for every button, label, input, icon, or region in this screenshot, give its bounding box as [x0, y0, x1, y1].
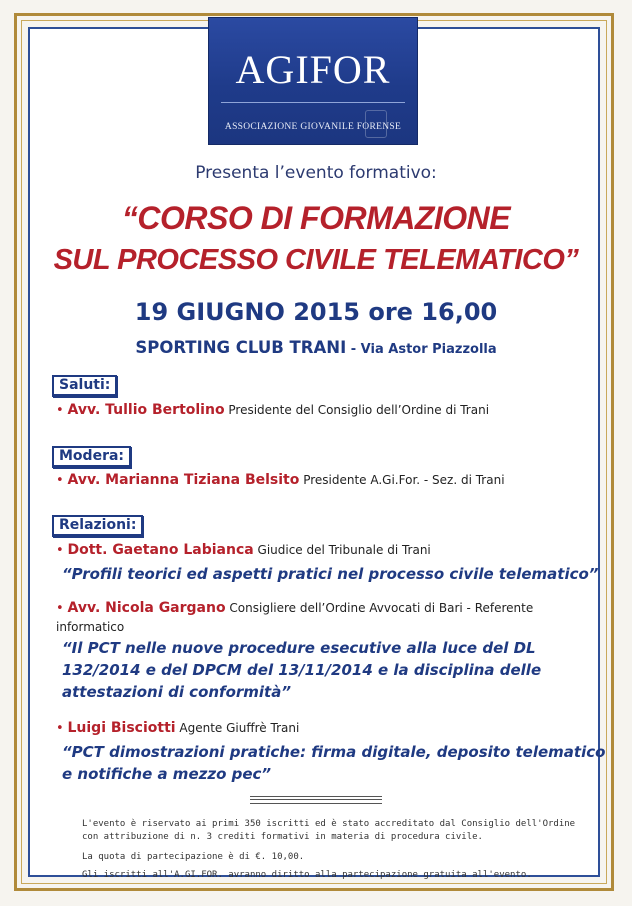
speaker-role: Presidente A.Gi.For. - Sez. di Trani — [299, 473, 505, 487]
speaker-name: Avv. Nicola Gargano — [67, 600, 226, 616]
modera-entry — [56, 472, 505, 488]
speaker-name: Dott. Gaetano Labianca — [67, 542, 254, 558]
talk-2-role-continued: informatico — [56, 620, 125, 634]
event-venue — [0, 338, 632, 357]
speaker-name: Luigi Bisciotti — [67, 720, 176, 736]
note-line-3: La quota di partecipazione è di €. 10,00. — [82, 852, 305, 862]
talk-3-title-line-2: e notifiche a mezzo pec” — [62, 765, 272, 783]
speaker-role: Agente Giuffrè Trani — [175, 721, 300, 735]
talk-1-title: “Profili teorici ed aspetti pratici nel processo civile telematico” — [62, 565, 599, 583]
section-label-saluti: Saluti: — [52, 375, 117, 397]
logo-subtitle: ASSOCIAZIONE GIOVANILE FORENSE — [224, 122, 402, 132]
notes-separator — [250, 796, 382, 804]
talk-2-title-line-3: attestazioni di conformità” — [62, 683, 292, 701]
event-title-line-1: “CORSO DI FORMAZIONE — [121, 200, 511, 236]
bullet-icon: • — [56, 543, 64, 558]
logo-name: AGIFOR — [235, 47, 391, 92]
venue-address: - Via Astor Piazzolla — [346, 342, 497, 357]
note-line-4: Gli iscritti all'A.GI.FOR. avranno diritto alla partecipazione gratuita all'evento. — [82, 870, 532, 880]
speaker-name: Avv. Tullio Bertolino — [67, 402, 225, 418]
section-label-relazioni: Relazioni: — [52, 515, 143, 537]
note-line-2: con attribuzione di n. 3 crediti formativi in materia di procedura civile. — [82, 832, 483, 842]
bullet-icon: • — [56, 601, 64, 616]
bullet-icon: • — [56, 721, 64, 736]
talk-2-title-line-2: 132/2014 e del DPCM del 13/11/2014 e la disciplina delle — [62, 661, 542, 679]
section-label-modera: Modera: — [52, 446, 131, 468]
event-date: 19 GIUGNO 2015 ore 16,00 — [134, 298, 498, 326]
speaker-role: Consigliere dell’Ordine Avvocati di Bari - Referente — [225, 601, 534, 615]
logo-divider — [221, 102, 405, 103]
talk-2-entry — [56, 600, 533, 616]
bullet-icon: • — [56, 403, 64, 418]
speaker-role: Presidente del Consiglio dell’Ordine di Trani — [224, 403, 490, 417]
speaker-role: Giudice del Tribunale di Trani — [253, 543, 431, 557]
bullet-icon: • — [56, 473, 64, 488]
event-title-line-2: SUL PROCESSO CIVILE TELEMATICO” — [53, 244, 579, 276]
talk-3-entry — [56, 720, 299, 736]
talk-3-title-line-1: “PCT dimostrazioni pratiche: firma digitale, deposito telematico — [62, 743, 606, 761]
talk-2-title-line-1: “Il PCT nelle nuove procedure esecutive alla luce del DL — [62, 639, 536, 657]
note-line-1: L'evento è riservato ai primi 350 iscritti ed è stato accreditato dal Consiglio dell'Ordine — [82, 819, 576, 829]
intro-text: Presenta l’evento formativo: — [195, 163, 437, 183]
agifor-logo — [208, 17, 418, 145]
speaker-name: Avv. Marianna Tiziana Belsito — [67, 472, 300, 488]
venue-name: SPORTING CLUB TRANI — [135, 338, 347, 357]
talk-1-entry — [56, 542, 431, 558]
saluti-entry — [56, 402, 489, 418]
